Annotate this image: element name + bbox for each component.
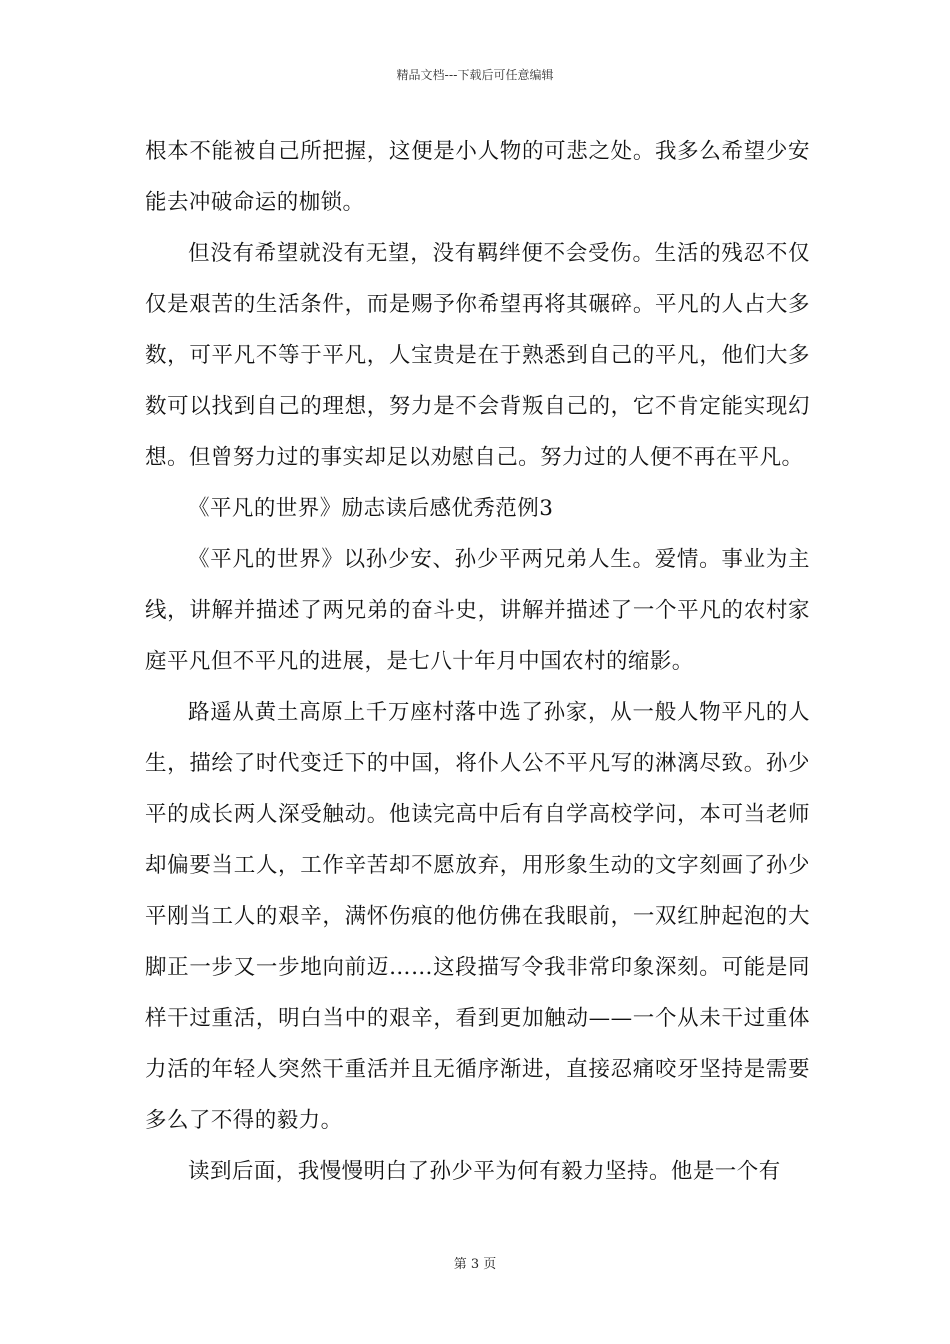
paragraph: 路遥从黄土高原上千万座村落中选了孙家，从一般人物平凡的人生，描绘了时代变迁下的中国，将仆人公不平凡写的淋漓尽致。孙少平的成长两人深受触动。他读完高中后有自学高校学问，本可当老师却偏要当工人，工作辛苦却不愿放弃，用形象生动的文字刻画了孙少平刚当工人的艰辛，满怀伤痕的他仿佛在我眼前，一双红肿起泡的大脚正一步又一步地向前迈……这段描写令我非常印象深刻。可能是同样干过重活，明白当中的艰辛，看到更加触动——一个从未干过重体力活的年轻人突然干重活并且无循序渐进，直接忍痛咬牙坚持是需要多么了不得的毅力。: [145, 700, 810, 1133]
paragraph: 但没有希望就没有无望，没有羁绊便不会受伤。生活的残忍不仅仅是艰苦的生活条件，而是赐予你希望再将其碾碎。平凡的人占大多数，可平凡不等于平凡，人宝贵是在于熟悉到自己的平凡，他们大多数可以找到自己的理想，努力是不会背叛自己的，它不肯定能实现幻想。但曾努力过的事实却足以劝慰自己。努力过的人便不再在平凡。: [145, 241, 810, 470]
page-header: 精品文档---下载后可任意编辑: [396, 68, 554, 82]
section-title: 《平凡的世界》励志读后感优秀范例3: [188, 496, 554, 521]
page-number: 第 3 页: [453, 1257, 497, 1272]
paragraph: 根本不能被自己所把握，这便是小人物的可悲之处。我多么希望少安能去冲破命运的枷锁。: [145, 139, 810, 215]
paragraph: 读到后面，我慢慢明白了孙少平为何有毅力坚持。他是一个有: [188, 1159, 781, 1184]
document-body: [145, 126, 810, 1197]
paragraph: 《平凡的世界》以孙少安、孙少平两兄弟人生。爱情。事业为主线，讲解并描述了两兄弟的奋斗史，讲解并描述了一个平凡的农村家庭平凡但不平凡的进展，是七八十年月中国农村的缩影。: [145, 547, 810, 674]
